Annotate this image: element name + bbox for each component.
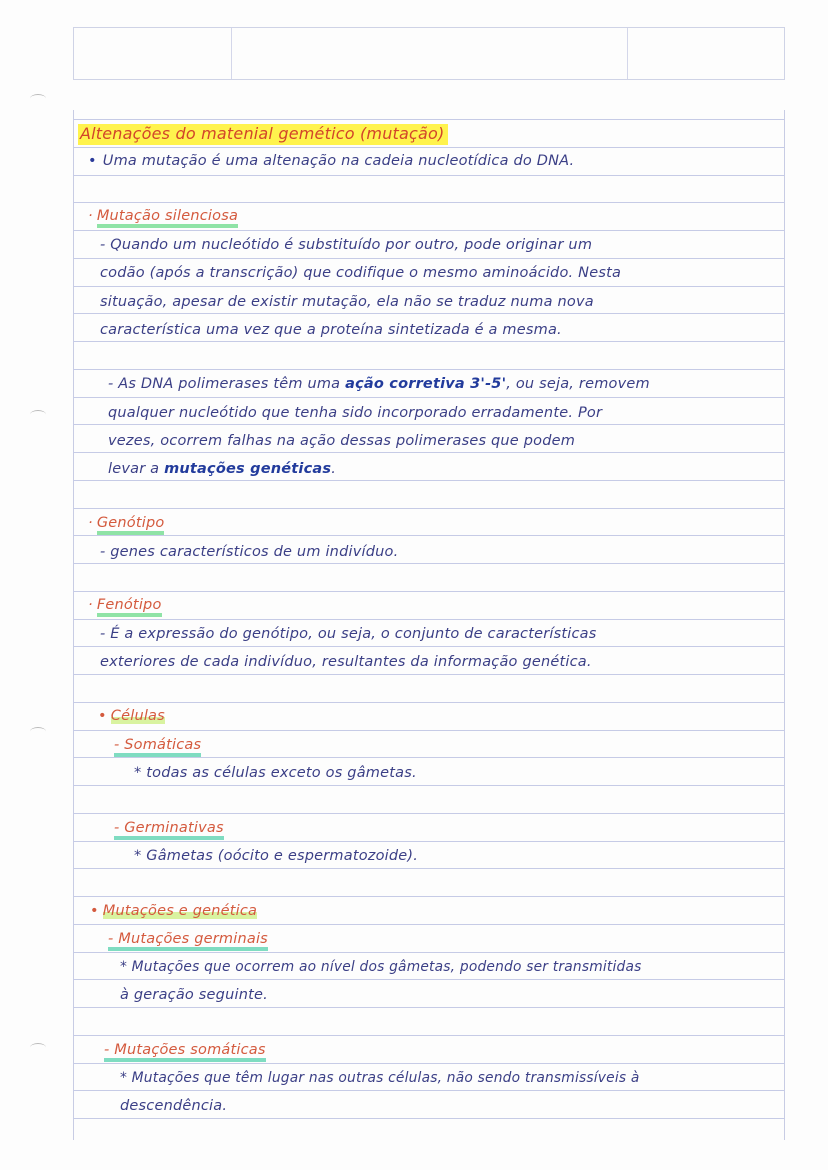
bullet-icon: • [88,153,97,169]
rule-line [73,230,785,231]
rule-line [73,563,785,564]
rule-line [73,258,785,259]
rule-line [73,452,785,453]
text-line: qualquer nucleótido que tenha sido incorporado erradamente. Por [108,405,603,421]
subsection-germinal-heading: - Mutações germinais [108,931,268,947]
rule-line [73,286,785,287]
text-line: à geração seguinte. [120,987,268,1003]
rule-line [73,591,785,592]
rule-line [73,535,785,536]
bullet-icon: · [88,208,93,224]
rule-line [73,369,785,370]
rule-line [73,397,785,398]
text-line: vezes, ocorrem falhas na ação dessas polimerases que podem [108,433,576,449]
rule-line [73,508,785,509]
rule-line [73,480,785,481]
rule-line [73,979,785,980]
section-genotype-heading: · Genótipo [88,515,164,531]
rule-line [73,119,785,120]
text-line: * todas as células exceto os gâmetas. [134,765,417,781]
rule-line [73,1118,785,1119]
rule-line [73,1007,785,1008]
subsection-somatic-mut-heading: - Mutações somáticas [104,1042,266,1058]
bullet-icon: • [90,903,99,919]
rule-line [73,1035,785,1036]
text-line: * Mutações que ocorrem ao nível dos gâmetas, podendo ser transmitidas [120,959,642,975]
text-line: - As DNA polimerases têm uma ação corretiva 3'-5', ou seja, removem [108,376,650,392]
text-line: - Quando um nucleótido é substituído por outro, pode originar um [100,237,593,253]
rule-line [73,730,785,731]
punch-hole [30,727,46,736]
text-line: * Mutações que têm lugar nas outras células, não sendo transmissíveis à [120,1070,640,1086]
rule-line [73,202,785,203]
rule-line [73,341,785,342]
rule-line [73,619,785,620]
text-line: levar a mutações genéticas. [108,461,337,477]
rule-line [73,175,785,176]
text-line: descendência. [120,1098,228,1114]
text-line: exteriores de cada indivíduo, resultantes da informação genética. [100,654,592,670]
rule-line [73,147,785,148]
rule-line [73,924,785,925]
rule-line [73,313,785,314]
text-line: - É a expressão do genótipo, ou seja, o conjunto de características [100,626,597,642]
text-line: - genes característicos de um indivíduo. [100,544,399,560]
punch-hole [30,94,46,103]
rule-line [73,702,785,703]
header-divider [231,28,232,79]
rule-line [73,424,785,425]
section-cells-heading: • Células [98,708,165,724]
header-box [73,27,785,80]
rule-line [73,868,785,869]
rule-line [73,757,785,758]
bullet-icon: · [88,597,93,613]
page-title [78,124,448,143]
rule-line [73,646,785,647]
bullet-icon: · [88,515,93,531]
intro-line: • Uma mutação é uma altenação na cadeia nucleotídica do DNA. [88,153,575,169]
subsection-somatic-heading: - Somáticas [114,737,201,753]
header-divider [627,28,628,79]
rule-line [73,952,785,953]
rule-line [73,813,785,814]
text-line: característica uma vez que a proteína sintetizada é a mesma. [100,322,562,338]
section-mutations-heading: • Mutações e genética [90,903,258,919]
punch-hole [30,1043,46,1052]
section-silent-heading: · Mutação silenciosa [88,208,238,224]
text-line: codão (após a transcrição) que codifique o mesmo aminoácido. Nesta [100,265,622,281]
text-line: * Gâmetas (oócito e espermatozoide). [134,848,419,864]
rule-line [73,1090,785,1091]
section-phenotype-heading: · Fenótipo [88,597,162,613]
rule-line [73,896,785,897]
title-highlight: Altenações do matenial gemético (mutação) [78,124,448,145]
subsection-germ-heading: - Germinativas [114,820,224,836]
bullet-icon: • [98,708,107,724]
punch-hole [30,410,46,419]
rule-line [73,841,785,842]
rule-line [73,785,785,786]
rule-line [73,1063,785,1064]
rule-line [73,674,785,675]
text-line: situação, apesar de existir mutação, ela não se traduz numa nova [100,294,594,310]
